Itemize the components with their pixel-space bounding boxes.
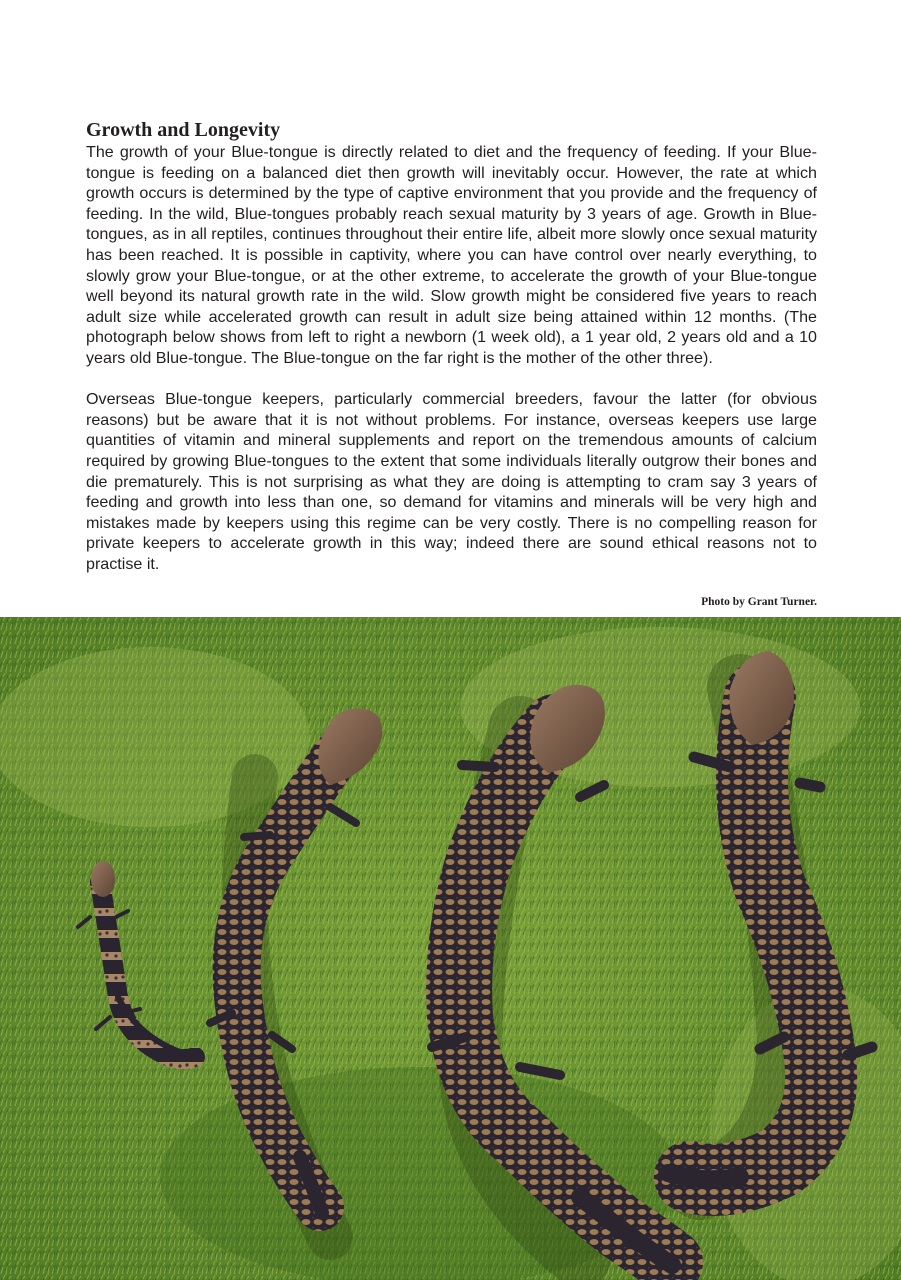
paragraph-overseas: Overseas Blue-tongue keepers, particularly commercial breeders, favour the latter (for obvious reasons) but be aware that it is not without problems. For instance, overseas keepers use large quantities of vitamin and mineral supplements and report on the tremendous amounts of calcium required by growing Blue-tongues to the extent that some individuals literally outgrow their bones and die prematurely. This is not surprising as what they are doing is attempting to cram say 3 years of feeding and growth into less than one, so demand for vitamins and minerals will be very high and mistakes made by keepers using this regime can be very costly. There is no compelling reason for private keepers to accelerate growth in this way; indeed there are sound ethical reasons not to practise it.: [86, 390, 817, 573]
photo-credit: Photo by Grant Turner.: [701, 596, 817, 608]
section-heading: Growth and Longevity: [86, 119, 281, 141]
paragraph-growth: The growth of your Blue-tongue is directly related to diet and the frequency of feeding. If your Blue-tongue is feeding on a balanced diet then growth will inevitably occur. However, the rate at which growth occurs is determined by the type of captive environment that you provide and the frequency of feeding. In the wild, Blue-tongues probably reach sexual maturity by 3 years of age. Growth in Blue-tongues, as in all reptiles, continues throughout their entire life, albeit more slowly once sexual maturity has been reached. It is possible in captivity, where you can have control over nearly everything, to slowly grow your Blue-tongue, or at the other extreme, to accelerate the growth of your Blue-tongue well beyond its natural growth rate in the wild. Slow growth might be considered five years to reach adult size while accelerated growth can result in adult size being attained within 12 months. (The photograph below shows from left to right a newborn (1 week old), a 1 year old, 2 years old and a 10 years old Blue-tongue. The Blue-tongue on the far right is the mother of the other three).: [86, 143, 817, 367]
lizards-on-grass-image: [0, 617, 901, 1280]
article-body: [86, 118, 817, 574]
photo-blue-tongue-lizards: [0, 617, 901, 1280]
